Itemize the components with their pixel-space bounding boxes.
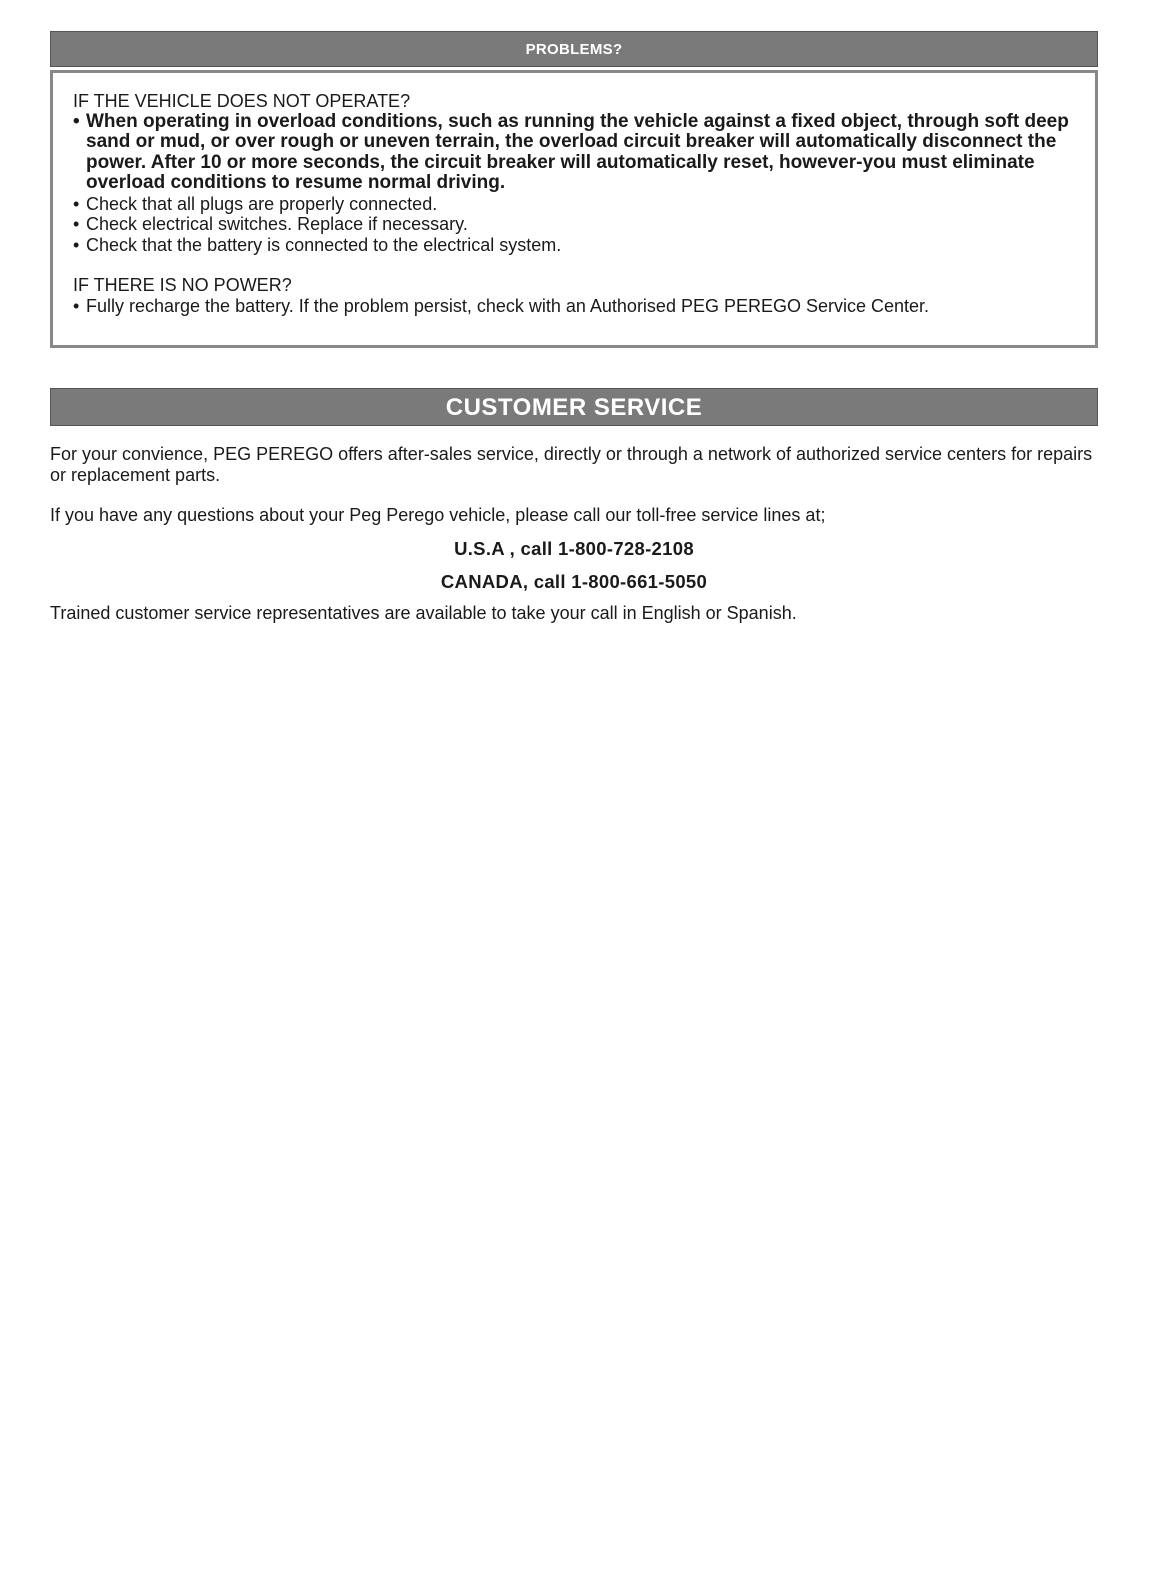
no-power-list — [73, 296, 1075, 317]
does-not-operate-list — [73, 112, 1075, 256]
problems-box — [50, 70, 1098, 348]
manual-page — [50, 31, 1098, 624]
customer-service-intro: For your convience, PEG PEREGO offers after-sales service, directly or through a network of authorized service centers for repairs or replacement parts. — [50, 444, 1093, 485]
list-item: • Check that all plugs are properly connected. — [73, 194, 1075, 215]
no-power-block — [73, 275, 1075, 316]
customer-service-languages: Trained customer service representatives are available to take your call in English or Spanish. — [50, 603, 797, 623]
list-item: • Fully recharge the battery. If the problem persist, check with an Authorised PEG PEREGO Service Center. — [73, 296, 1075, 317]
no-power-heading: IF THERE IS NO POWER? — [73, 275, 292, 295]
customer-service-questions: If you have any questions about your Peg Perego vehicle, please call our toll-free service lines at; — [50, 505, 826, 525]
customer-service-body — [50, 444, 1098, 624]
canada-phone-line: CANADA, call 1-800-661-5050 — [440, 571, 708, 592]
list-item: • Check electrical switches. Replace if necessary. — [73, 214, 1075, 235]
customer-service-title: CUSTOMER SERVICE — [445, 394, 703, 421]
problems-header — [50, 31, 1098, 67]
customer-service-header — [50, 388, 1098, 426]
does-not-operate-heading: IF THE VEHICLE DOES NOT OPERATE? — [73, 91, 411, 111]
list-item: • Check that the battery is connected to the electrical system. — [73, 235, 1075, 256]
usa-phone-line: U.S.A , call 1-800-728-2108 — [454, 538, 694, 559]
problems-title: PROBLEMS? — [525, 41, 623, 58]
list-item: • When operating in overload conditions, such as running the vehicle against a fixed object, through soft deep sand or mud, or over rough or uneven terrain, the overload circuit breaker will automatically disconnect the power. After 10 or more seconds, the circuit breaker will automatically reset, however-you must eliminate overload conditions to resume normal driving. — [73, 112, 1075, 194]
